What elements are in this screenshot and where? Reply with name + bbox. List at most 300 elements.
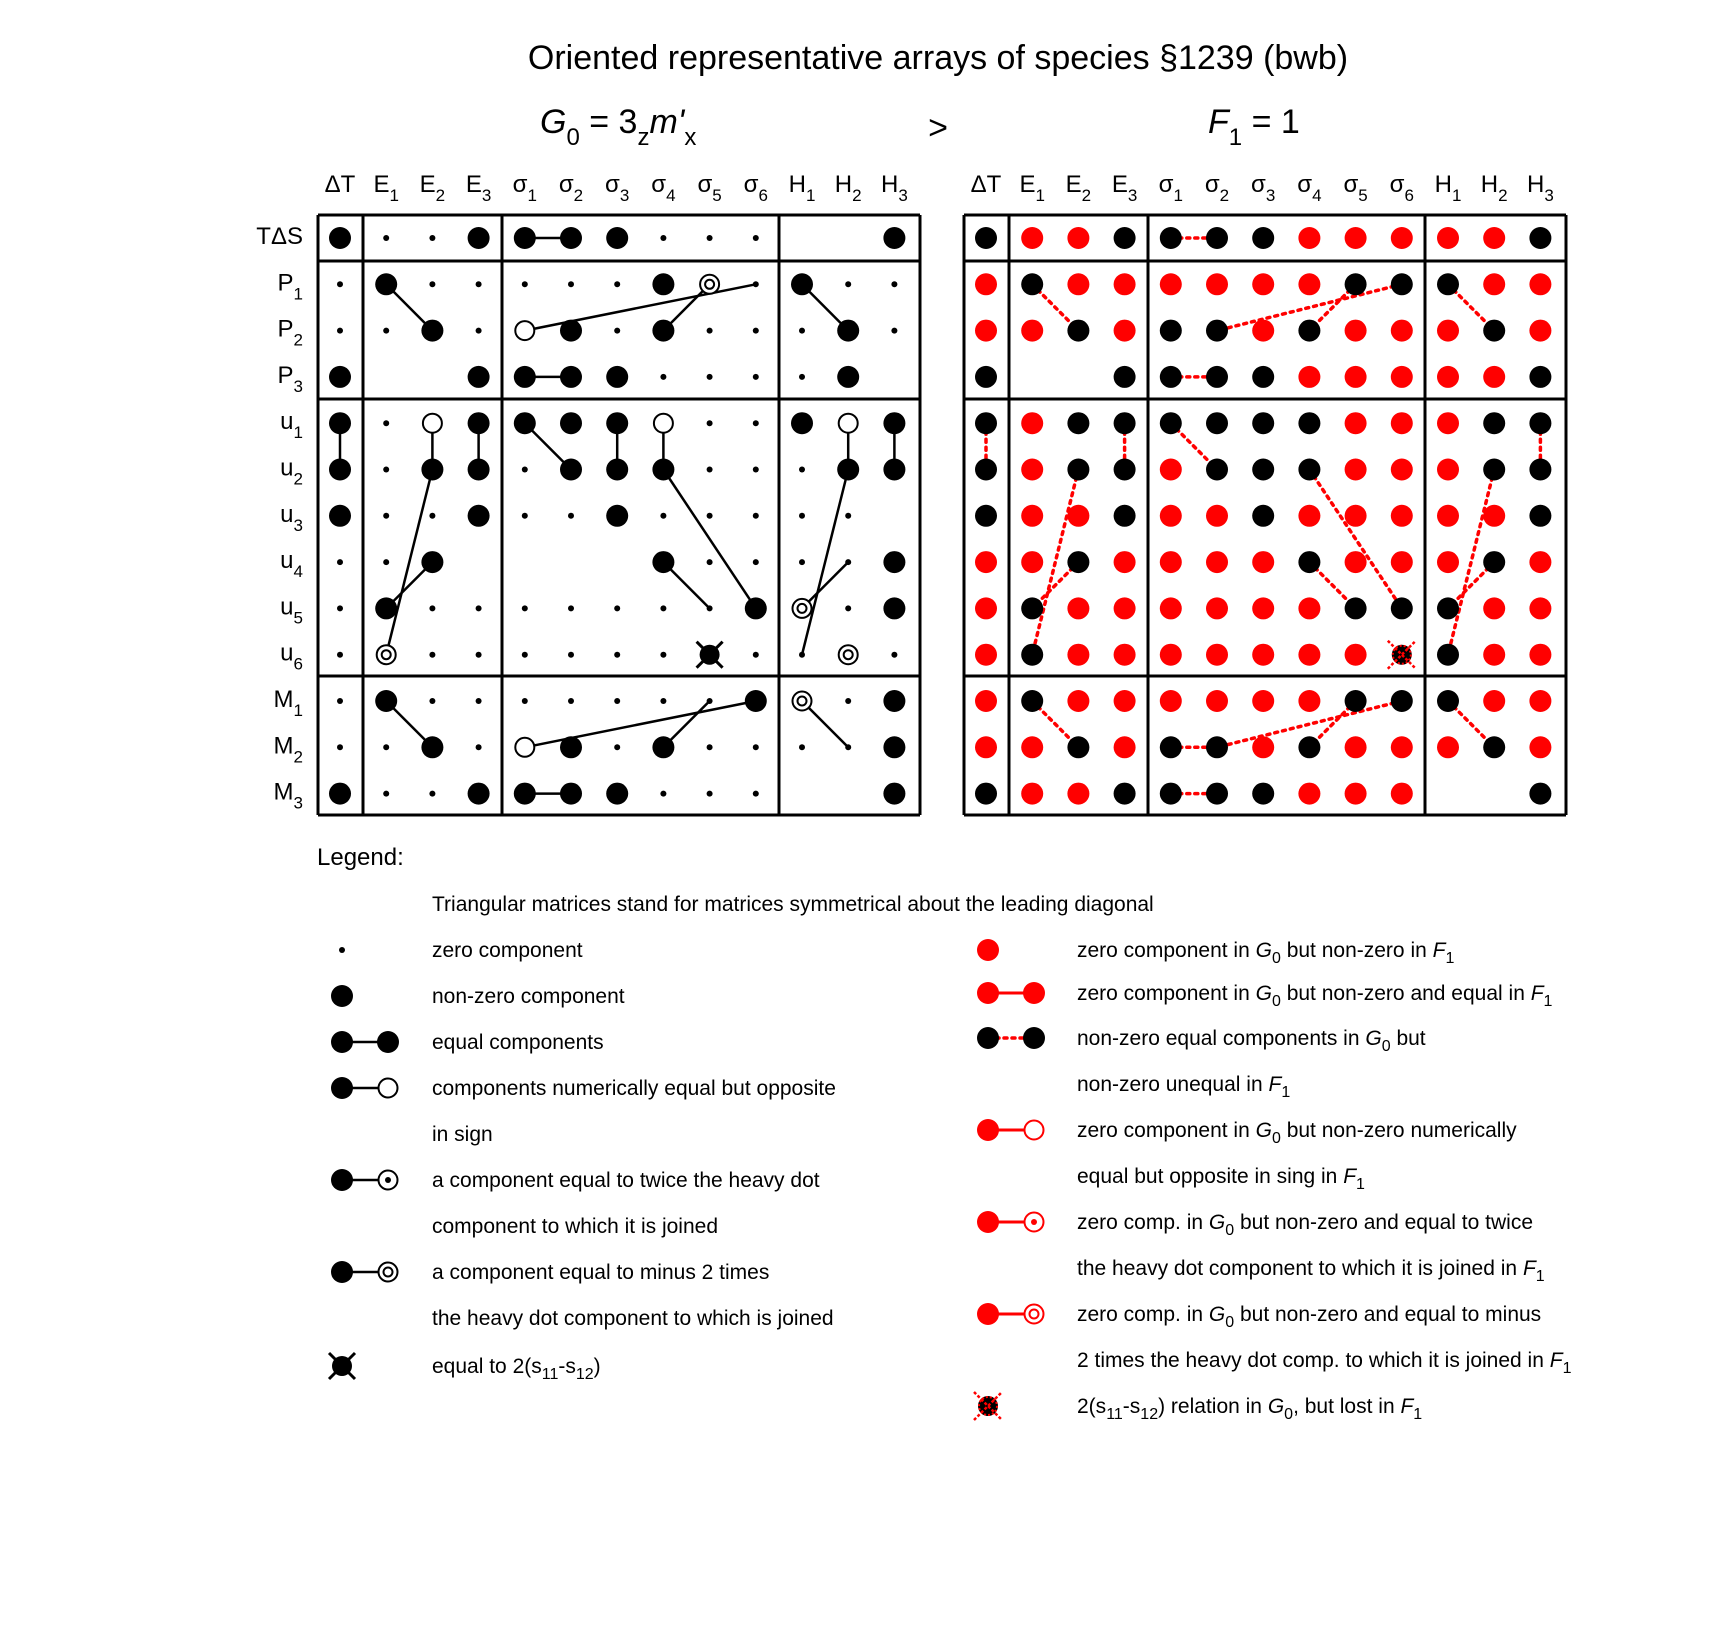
g0-cell-zero xyxy=(568,281,574,287)
g0-cell-dot xyxy=(745,597,767,619)
f1-cell-red-dot xyxy=(1391,551,1413,573)
f1-cell-dot xyxy=(1298,320,1320,342)
right-header xyxy=(1208,103,1300,151)
f1-cell-dot xyxy=(1529,459,1551,481)
legend-r3-a-dot xyxy=(977,1027,999,1049)
g0-cell-target-inner xyxy=(844,650,853,659)
f1-cell-dot xyxy=(975,783,997,805)
legend-zero: zero component xyxy=(432,939,583,962)
f1-cell-red-dot xyxy=(1206,551,1228,573)
f1-cell-dot xyxy=(1437,690,1459,712)
row-label-10: $M_1$ xyxy=(273,686,303,720)
g0-cell-zero xyxy=(429,652,435,658)
f1-cell-dot xyxy=(1252,227,1274,249)
f1-cell-red-dot xyxy=(1345,736,1367,758)
f1-cell-red-dot xyxy=(1345,505,1367,527)
g0-cell-target-inner xyxy=(798,604,807,613)
f1-cell-dot xyxy=(1206,783,1228,805)
legend-r2-a-red-dot xyxy=(977,982,999,1004)
g0-cell-dot xyxy=(329,412,351,434)
legend-r3-b-dot xyxy=(1023,1027,1045,1049)
f1-cell-dot xyxy=(1252,412,1274,434)
f1-cell-dot xyxy=(1160,320,1182,342)
g0-cell-zero xyxy=(383,420,389,426)
g0-cell-zero xyxy=(707,744,713,750)
f1-cell-red-dot xyxy=(1067,227,1089,249)
f1-cell-red-dot xyxy=(1298,644,1320,666)
legend-note: Triangular matrices stand for matrices symmetrical about the leading diagonal xyxy=(432,893,1154,916)
f1-cell-red-dot xyxy=(1021,736,1043,758)
g0-link-12 xyxy=(663,470,755,609)
f1-cell-red-dot xyxy=(1529,551,1551,573)
g0-cell-zero xyxy=(799,559,805,565)
f1-cell-dot xyxy=(975,227,997,249)
f1-cell-red-dot xyxy=(1206,505,1228,527)
f1-cell-red-dot xyxy=(1483,366,1505,388)
f1-cell-dot xyxy=(1529,227,1551,249)
legend-r2: zero component in $G_0$ but non-zero and equal in $F_1$ xyxy=(1077,982,1553,1010)
f1-cell-red-dot xyxy=(1021,459,1043,481)
f1-cell-dot xyxy=(1437,597,1459,619)
g0-cell-dot xyxy=(421,551,443,573)
f1-cell-red-dot xyxy=(1483,273,1505,295)
f1-cell-red-dot xyxy=(1391,412,1413,434)
g0-cell-dot xyxy=(606,366,628,388)
g0-cell-dot xyxy=(883,690,905,712)
g0-cell-zero xyxy=(753,744,759,750)
legend-r4-a-red-dot xyxy=(977,1119,999,1141)
g0-cell-open xyxy=(515,321,534,340)
f1-cell-dot xyxy=(1160,412,1182,434)
g0-cell-zero xyxy=(429,281,435,287)
g0-col-label-0: ΔT xyxy=(324,171,356,198)
f1-cell-dot xyxy=(1114,459,1136,481)
f1-col-label-2: $E_2$ xyxy=(1065,171,1092,205)
f1-cell-red-dot xyxy=(1483,644,1505,666)
f1-cell-red-dot xyxy=(1529,736,1551,758)
svg-text:G0 = 3zm'x: $G_0 = 3_zm'_x$ xyxy=(540,103,697,151)
f1-cell-red-dot xyxy=(1252,644,1274,666)
g0-cell-zero xyxy=(753,420,759,426)
g0-cell-dot xyxy=(421,320,443,342)
legend-equal: equal components xyxy=(432,1031,604,1054)
f1-cell-red-dot xyxy=(1160,644,1182,666)
legend-equal-a-dot xyxy=(331,1031,353,1053)
g0-col-label-8: $\sigma_5$ xyxy=(697,171,722,205)
legend-r3-cont: non-zero unequal in $F_1$ xyxy=(1077,1073,1291,1101)
g0-cell-zero xyxy=(568,652,574,658)
row-label-2: $P_2$ xyxy=(277,315,303,350)
f1-cell-red-dot xyxy=(1483,690,1505,712)
legend-nonzero: non-zero component xyxy=(432,985,625,1008)
g0-cell-dot xyxy=(883,736,905,758)
f1-cell-red-dot xyxy=(1437,366,1459,388)
g0-cell-dot xyxy=(560,320,582,342)
g0-cell-dot xyxy=(468,227,490,249)
f1-cell-dot xyxy=(1160,736,1182,758)
f1-cell-red-dot xyxy=(1114,644,1136,666)
g0-cell-zero xyxy=(568,605,574,611)
g0-cell-zero xyxy=(337,281,343,287)
f1-cell-dot xyxy=(1160,783,1182,805)
legend-twice-a-dot xyxy=(331,1169,353,1191)
g0-cell-dot xyxy=(652,320,674,342)
f1-cell-dot xyxy=(1529,366,1551,388)
g0-cell-zero xyxy=(522,652,528,658)
f1-cell-red-dot xyxy=(1252,736,1274,758)
f1-col-label-5: $\sigma_2$ xyxy=(1204,171,1230,205)
g0-cell-zero xyxy=(614,281,620,287)
g0-cell-zero xyxy=(707,559,713,565)
g0-cell-dot xyxy=(837,366,859,388)
f1-cell-dot xyxy=(975,505,997,527)
legend-r3: non-zero equal components in $G_0$ but xyxy=(1077,1027,1426,1055)
legend xyxy=(317,844,1572,1423)
g0-cell-zero xyxy=(337,328,343,334)
g0-cell-zero xyxy=(568,513,574,519)
f1-cell-dot xyxy=(1252,459,1274,481)
f1-cell-dot xyxy=(1391,597,1413,619)
row-label-9: $u_6$ xyxy=(280,639,303,674)
f1-link-12 xyxy=(1309,470,1401,609)
legend-minus2-b-target-inner xyxy=(384,1268,393,1277)
g0-col-label-2: $E_2$ xyxy=(419,171,446,205)
g0-cell-zero xyxy=(753,328,759,334)
f1-cell-dot xyxy=(975,459,997,481)
legend-r4: zero component in $G_0$ but non-zero numerically xyxy=(1077,1119,1517,1147)
g0-cell-zero xyxy=(429,698,435,704)
f1-cell-red-dot xyxy=(1298,505,1320,527)
f1-cell-dot xyxy=(1437,273,1459,295)
f1-cell-red-dot xyxy=(1345,366,1367,388)
f1-cell-red-dot xyxy=(1298,597,1320,619)
f1-cell-red-dot xyxy=(975,551,997,573)
legend-zero-zero xyxy=(339,947,345,953)
g0-cell-dot xyxy=(560,366,582,388)
f1-col-label-6: $\sigma_3$ xyxy=(1251,171,1276,205)
f1-cell-dot xyxy=(1391,690,1413,712)
f1-cell-red-dot xyxy=(1391,459,1413,481)
f1-cell-red-dot xyxy=(1437,227,1459,249)
g0-cell-zero xyxy=(799,652,805,658)
f1-cell-dot xyxy=(1067,320,1089,342)
g0-cell-zero xyxy=(845,744,851,750)
g0-cell-zero xyxy=(753,235,759,241)
g0-col-label-4: $\sigma_1$ xyxy=(512,171,537,205)
f1-cell-dot xyxy=(1021,690,1043,712)
g0-cell-dot xyxy=(606,412,628,434)
g0-cell-zero xyxy=(707,467,713,473)
f1-cell-red-dot xyxy=(1160,273,1182,295)
legend-r5: zero comp. in $G_0$ but non-zero and equal to twice xyxy=(1077,1211,1534,1239)
f1-cell-red-dot xyxy=(1114,551,1136,573)
f1-cell-red-dot xyxy=(1298,227,1320,249)
g0-cell-zero xyxy=(799,374,805,380)
f1-cell-red-dot xyxy=(1345,320,1367,342)
f1-cell-red-dot xyxy=(1345,644,1367,666)
g0-cell-zero xyxy=(522,605,528,611)
f1-cell-dot xyxy=(1483,320,1505,342)
legend-minus2-cont: the heavy dot component to which is joined xyxy=(432,1307,834,1330)
f1-cell-dot xyxy=(1114,412,1136,434)
g0-cell-zero xyxy=(429,605,435,611)
f1-cell-red-dot xyxy=(1391,783,1413,805)
g0-cell-zero xyxy=(614,605,620,611)
f1-cell-red-dot xyxy=(1021,320,1043,342)
g0-cell-dot xyxy=(468,412,490,434)
f1-cell-red-dot xyxy=(1391,366,1413,388)
legend-opposite-cont: in sign xyxy=(432,1123,493,1146)
g0-cell-zero xyxy=(660,791,666,797)
f1-cell-red-dot xyxy=(1067,783,1089,805)
f1-cell-red-dot xyxy=(1114,690,1136,712)
legend-r6-cont: 2 times the heavy dot comp. to which it is joined in $F_1$ xyxy=(1077,1349,1572,1377)
g0-cell-zero xyxy=(891,328,897,334)
g0-cell-dot xyxy=(514,227,536,249)
g0-cell-zero xyxy=(799,513,805,519)
f1-cell-red-dot xyxy=(1437,736,1459,758)
f1-cell-dot xyxy=(1206,227,1228,249)
g0-cell-zero xyxy=(476,744,482,750)
g0-cell-dot xyxy=(837,320,859,342)
g0-cell-open xyxy=(654,414,673,433)
f1-cell-red-dot xyxy=(975,597,997,619)
f1-cell-dot xyxy=(1345,273,1367,295)
f1-cell-red-dot xyxy=(1067,273,1089,295)
f1-cell-dot xyxy=(1114,505,1136,527)
row-label-6: $u_3$ xyxy=(280,500,303,535)
f1-cell-red-dot xyxy=(1298,690,1320,712)
g0-cell-zero xyxy=(522,698,528,704)
f1-col-label-3: $E_3$ xyxy=(1111,171,1138,205)
g0-cell-zero xyxy=(614,744,620,750)
g0-cell-zero xyxy=(337,605,343,611)
f1-cell-red-dot xyxy=(1021,505,1043,527)
f1-cell-red-dot xyxy=(1160,690,1182,712)
f1-cell-dot xyxy=(1252,505,1274,527)
f1-cell-red-dot xyxy=(1437,320,1459,342)
legend-r4-open xyxy=(1025,1121,1044,1140)
f1-cell-red-dot xyxy=(1252,273,1274,295)
g0-cell-zero xyxy=(522,513,528,519)
legend-opposite: components numerically equal but opposite xyxy=(432,1077,836,1100)
row-label-7: $u_4$ xyxy=(280,547,303,582)
g0-cell-zero xyxy=(337,698,343,704)
f1-col-label-11: $H_2$ xyxy=(1480,171,1508,205)
g0-cell-zero xyxy=(568,698,574,704)
g0-cell-zero xyxy=(476,605,482,611)
g0-cell-zero xyxy=(845,698,851,704)
g0-col-label-9: $\sigma_6$ xyxy=(743,171,768,205)
f1-cell-red-dot xyxy=(1021,227,1043,249)
f1-cell-red-dot xyxy=(1391,505,1413,527)
f1-cell-red-dot xyxy=(1529,644,1551,666)
g0-cell-zero xyxy=(614,652,620,658)
f1-cell-red-dot xyxy=(1529,320,1551,342)
f1-cell-dot xyxy=(1483,459,1505,481)
g0-cell-zero xyxy=(383,744,389,750)
row-label-12: $M_3$ xyxy=(273,778,303,813)
f1-cell-dot xyxy=(1206,459,1228,481)
g0-cell-zero xyxy=(753,791,759,797)
f1-col-label-12: $H_3$ xyxy=(1526,171,1554,205)
g0-cell-open xyxy=(839,414,858,433)
f1-col-label-8: $\sigma_5$ xyxy=(1343,171,1368,205)
f1-cell-red-dot xyxy=(1160,505,1182,527)
f1-cell-red-dot xyxy=(1252,551,1274,573)
f1-cell-red-dot xyxy=(1391,736,1413,758)
f1-cell-dot xyxy=(1160,227,1182,249)
g0-cell-zero xyxy=(753,559,759,565)
f1-cell-red-dot xyxy=(1067,644,1089,666)
f1-col-label-9: $\sigma_6$ xyxy=(1389,171,1414,205)
g0-cell-zero xyxy=(799,744,805,750)
f1-cell-dot xyxy=(1483,736,1505,758)
g0-cell-zero xyxy=(476,698,482,704)
f1-cell-red-dot xyxy=(1067,690,1089,712)
f1-cell-red-dot xyxy=(1206,597,1228,619)
g0-cell-dot xyxy=(329,505,351,527)
g0-cell-zero xyxy=(337,559,343,565)
g0-cell-dot xyxy=(652,459,674,481)
f1-cell-red-dot xyxy=(1160,459,1182,481)
g0-cell-dot xyxy=(468,366,490,388)
f1-cell-red-dot xyxy=(1206,690,1228,712)
legend-opp-b-open xyxy=(379,1079,398,1098)
g0-col-label-6: $\sigma_3$ xyxy=(605,171,630,205)
legend-twice-cont: component to which it is joined xyxy=(432,1215,718,1238)
f1-cell-dot xyxy=(1067,736,1089,758)
g0-cell-dot xyxy=(329,459,351,481)
f1-cell-red-dot xyxy=(1437,459,1459,481)
g0-cell-zero xyxy=(845,513,851,519)
g0-cell-dot xyxy=(652,273,674,295)
f1-cell-red-dot xyxy=(1437,412,1459,434)
g0-cell-zero xyxy=(707,328,713,334)
row-label-5: $u_2$ xyxy=(280,454,303,489)
legend-nonzero-dot xyxy=(331,985,353,1007)
g0-cell-zero xyxy=(707,605,713,611)
g0-cell-zero xyxy=(707,374,713,380)
g0-cell-dot xyxy=(606,505,628,527)
f1-cell-red-dot xyxy=(1206,644,1228,666)
legend-r6: zero comp. in $G_0$ but non-zero and equal to minus xyxy=(1077,1303,1542,1331)
f1-cell-dot xyxy=(1345,690,1367,712)
f1-cell-dot xyxy=(1021,644,1043,666)
g0-cell-zero xyxy=(707,235,713,241)
g0-cell-dot xyxy=(421,459,443,481)
f1-cell-dot xyxy=(975,412,997,434)
g0-cell-zero xyxy=(660,235,666,241)
g0-col-label-11: $H_2$ xyxy=(834,171,862,205)
g0-cell-open xyxy=(515,738,534,757)
g0-cell-dot xyxy=(514,366,536,388)
row-label-1: $P_1$ xyxy=(277,269,303,304)
legend-opp-a-dot xyxy=(331,1077,353,1099)
g0-cell-open xyxy=(423,414,442,433)
g0-matrix xyxy=(318,215,920,815)
g0-cell-zero xyxy=(707,420,713,426)
f1-cell-dot xyxy=(975,366,997,388)
f1-cell-dot xyxy=(1206,736,1228,758)
row-label-0: TΔS xyxy=(256,223,303,250)
f1-cell-dot xyxy=(1021,597,1043,619)
f1-col-label-7: $\sigma_4$ xyxy=(1297,171,1322,205)
f1-cell-red-dot xyxy=(1067,505,1089,527)
f1-cell-red-dot xyxy=(1345,227,1367,249)
g0-cell-dot xyxy=(468,505,490,527)
g0-cell-zero xyxy=(753,467,759,473)
g0-cell-dot xyxy=(745,690,767,712)
g0-cell-zero xyxy=(429,235,435,241)
g0-cell-zero xyxy=(383,791,389,797)
g0-cell-zero xyxy=(429,513,435,519)
f1-cell-dot xyxy=(1483,412,1505,434)
f1-cell-red-dot xyxy=(1437,505,1459,527)
legend-r6-a-red-dot xyxy=(977,1303,999,1325)
f1-cell-red-dot xyxy=(1391,227,1413,249)
f1-cell-red-dot xyxy=(1298,783,1320,805)
g0-cell-dot xyxy=(883,551,905,573)
f1-cell-red-dot xyxy=(1114,273,1136,295)
f1-cell-dot xyxy=(1206,320,1228,342)
g0-cell-dot xyxy=(791,412,813,434)
g0-cell-dot xyxy=(329,366,351,388)
g0-cell-dot xyxy=(883,783,905,805)
g0-col-label-1: $E_1$ xyxy=(373,171,399,205)
f1-cell-dot xyxy=(1298,459,1320,481)
g0-cell-zero xyxy=(799,328,805,334)
g0-cell-zero xyxy=(660,513,666,519)
f1-cell-red-dot xyxy=(1437,551,1459,573)
relation-symbol: > xyxy=(928,109,948,147)
f1-cell-red-dot xyxy=(1345,551,1367,573)
g0-cell-dot xyxy=(375,597,397,619)
f1-cell-red-dot xyxy=(1021,783,1043,805)
g0-cell-zero xyxy=(383,513,389,519)
f1-cell-red-dot xyxy=(1067,597,1089,619)
g0-cell-dot xyxy=(329,227,351,249)
g0-cell-dot xyxy=(883,597,905,619)
g0-col-label-3: $E_3$ xyxy=(465,171,492,205)
g0-cell-zero xyxy=(383,235,389,241)
legend-r7: $2(s_{11}-s_{12})$ relation in $G_0$, but lost in $F_1$ xyxy=(1077,1395,1423,1423)
g0-cell-target-inner xyxy=(798,697,807,706)
f1-cell-red-dot xyxy=(1252,690,1274,712)
f1-cell-red-dot xyxy=(1529,690,1551,712)
f1-cell-red-dot xyxy=(1114,736,1136,758)
f1-cell-red-dot xyxy=(1529,273,1551,295)
legend-r5-center xyxy=(1031,1219,1037,1225)
g0-cell-dot xyxy=(375,273,397,295)
f1-cell-dot xyxy=(1298,736,1320,758)
g0-cell-zero xyxy=(614,698,620,704)
g0-cell-zero xyxy=(429,791,435,797)
f1-cell-red-dot xyxy=(975,273,997,295)
f1-cell-dot xyxy=(1206,412,1228,434)
f1-matrix xyxy=(964,215,1566,815)
legend-minus2-a-dot xyxy=(331,1261,353,1283)
f1-cell-red-dot xyxy=(975,736,997,758)
legend-s11s12: equal to $2(s_{11}-s_{12})$ xyxy=(432,1355,601,1383)
legend-equal-b-dot xyxy=(377,1031,399,1053)
g0-cell-zero xyxy=(476,652,482,658)
legend-r4-cont: equal but opposite in sing in $F_1$ xyxy=(1077,1165,1365,1193)
legend-twice: a component equal to twice the heavy dot xyxy=(432,1169,820,1192)
f1-cell-red-dot xyxy=(1345,459,1367,481)
f1-cell-red-dot xyxy=(1298,273,1320,295)
g0-cell-dot xyxy=(514,412,536,434)
